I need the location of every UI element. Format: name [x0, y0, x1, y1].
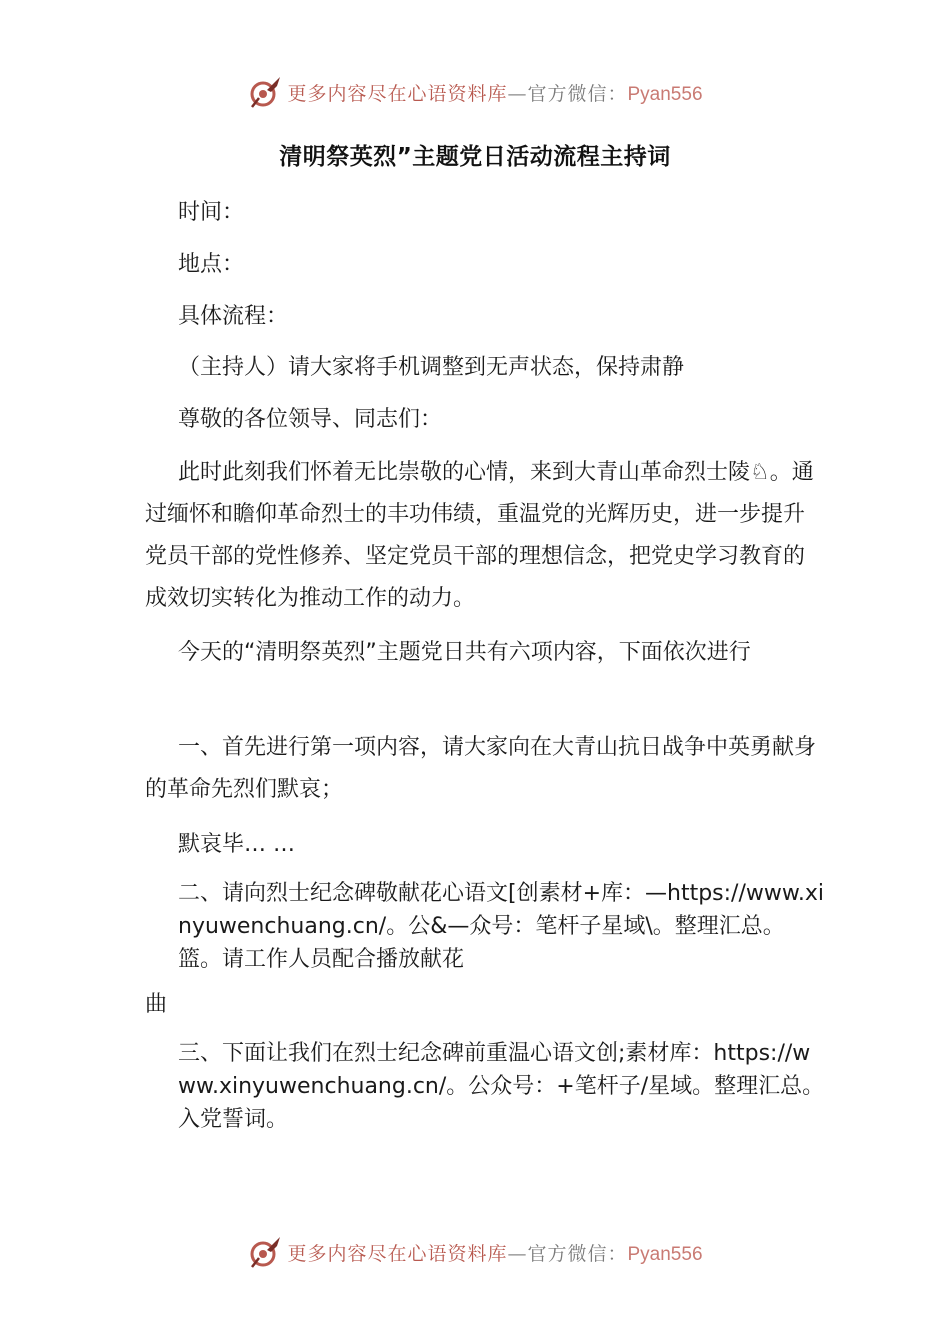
time-label: 时间：: [178, 200, 245, 225]
agenda-item-2-tail: 曲: [145, 992, 168, 1017]
agenda-item-2: 二、请向烈士纪念碑敬献花心语文[创素材+库：—https://www.xinyuwenchuang.cn/。公&—众号：笔杆子星域\。整理汇总。篮。请工作人员配合播放献花: [178, 881, 824, 972]
host-line: （主持人）请大家将手机调整到无声状态，保持肃静: [178, 355, 685, 380]
quill-logo-icon: [247, 74, 283, 110]
header-banner: [0, 72, 950, 112]
agenda-item-1-after: 默哀毕… …: [178, 832, 295, 857]
agenda-item-3: 三、下面让我们在烈士纪念碑前重温心语文创;素材库：https://www.xinyuwenchuang.cn/。公众号：+笔杆子/星域。整理汇总。入党誓词。: [178, 1041, 825, 1132]
banner-text: [287, 79, 702, 106]
banner-site-text: 更多内容尽在心语资料库: [287, 1242, 508, 1265]
banner-wechat-id: Pyan556: [627, 83, 703, 105]
banner-text: [287, 1239, 702, 1266]
agenda-intro: 今天的“清明祭英烈”主题党日共有六项内容，下面依次进行: [178, 640, 751, 665]
banner-dash: —: [507, 1242, 528, 1265]
process-label: 具体流程：: [178, 304, 289, 329]
greeting: 尊敬的各位领导、同志们：: [178, 407, 443, 432]
banner-wechat-label: 官方微信：: [527, 1242, 628, 1265]
document-title: 清明祭英烈”主题党日活动流程主持词: [279, 144, 671, 170]
banner-wechat-label: 官方微信：: [527, 82, 628, 105]
banner-wechat-id: Pyan556: [627, 1243, 703, 1265]
banner-dash: —: [507, 82, 528, 105]
agenda-item-1: 一、首先进行第一项内容，请大家向在大青山抗日战争中英勇献身的革命先烈们默哀；: [145, 735, 817, 802]
banner-site-text: 更多内容尽在心语资料库: [287, 82, 508, 105]
intro-paragraph: 此时此刻我们怀着无比崇敬的心情，来到大青山革命烈士陵♘。通过缅怀和瞻仰革命烈士的丰功伟绩，重温党的光辉历史，进一步提升党员干部的党性修养、坚定党员干部的理想信念，把党史学习教育的成效切实转化为推动工作的动力。: [145, 460, 814, 611]
place-label: 地点：: [178, 252, 245, 277]
footer-banner: [0, 1232, 950, 1272]
quill-logo-icon: [247, 1234, 283, 1270]
